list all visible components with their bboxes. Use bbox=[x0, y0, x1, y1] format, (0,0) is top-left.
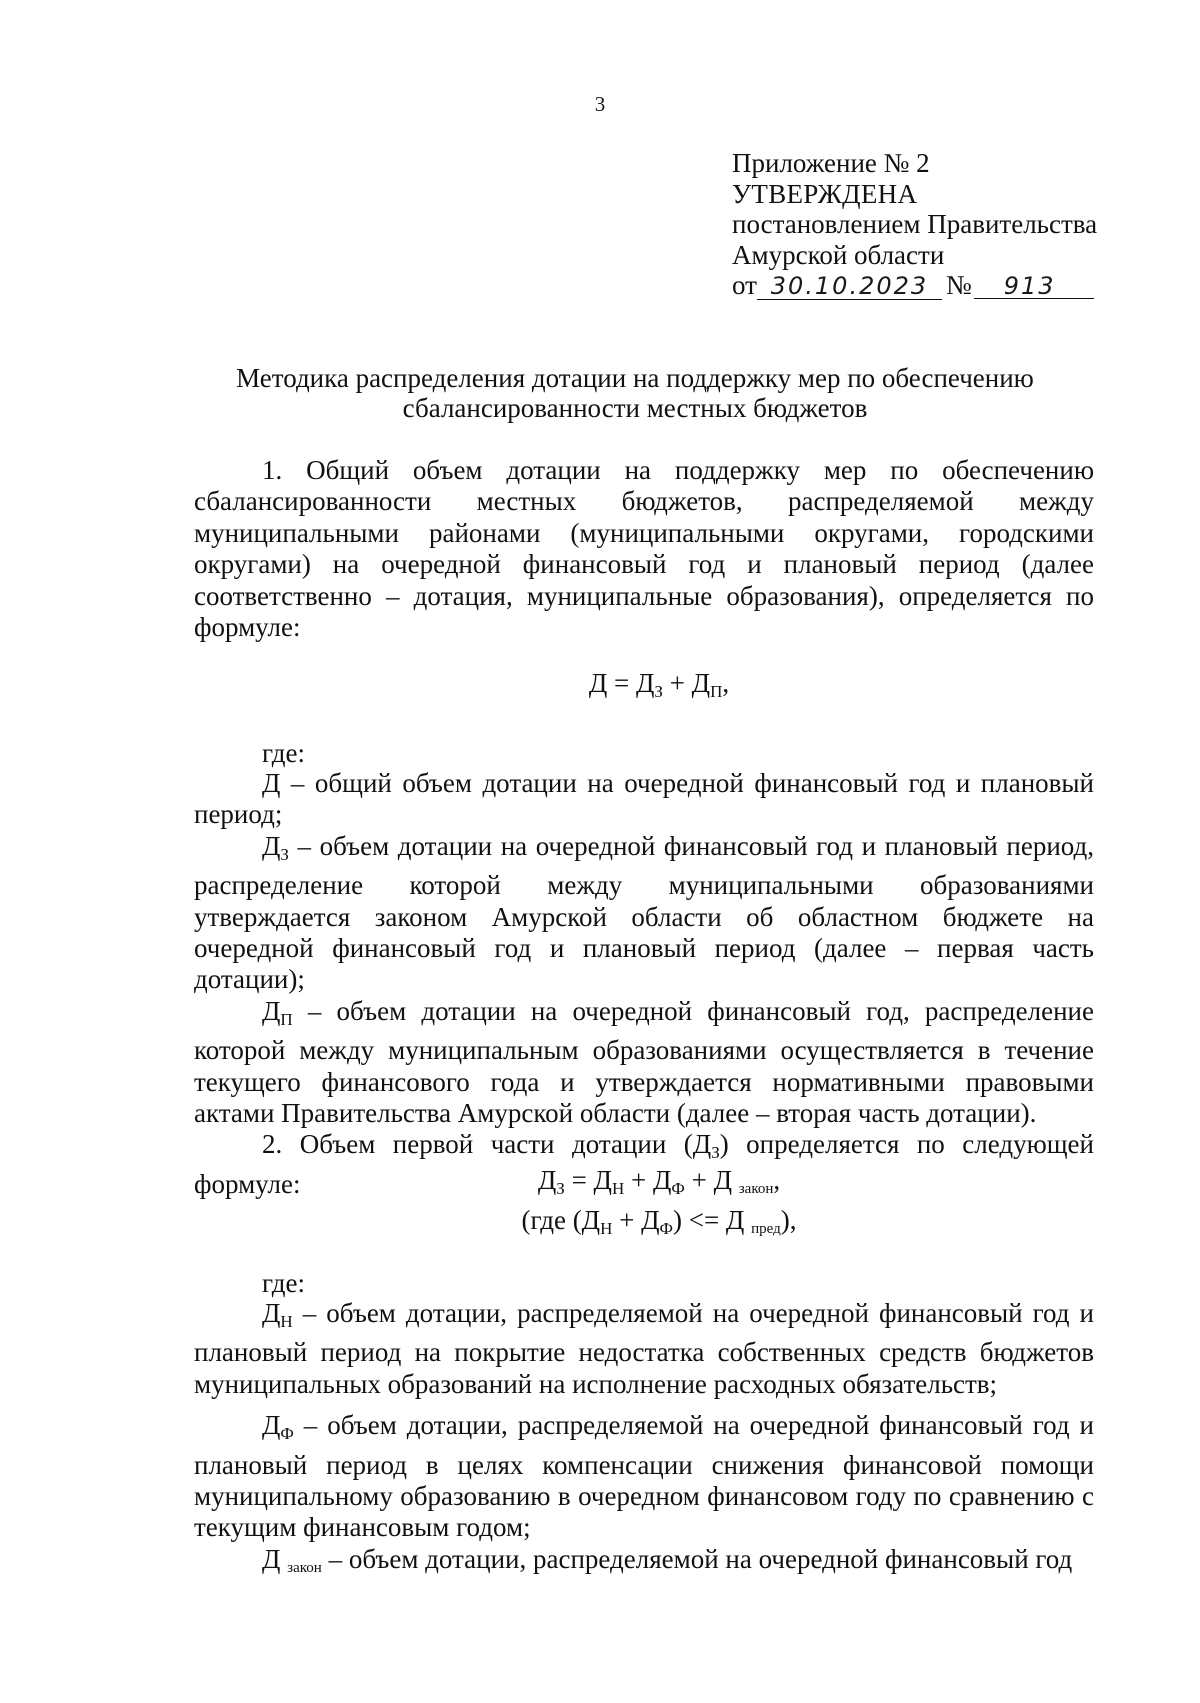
paragraph-1: 1. Общий объем дотации на поддержку мер по обеспечению сбалансированности местных бюджетов, распределяемой между муниципальными районами (муниципальными округами, городскими округами) на очередной финансовый год и плановый период (далее соответственно – дотация, муниципальные образования), определяется по формуле: bbox=[194, 455, 1094, 643]
date-prefix: от bbox=[732, 270, 757, 300]
where-label-2: где: bbox=[262, 1268, 305, 1298]
appendix-label: Приложение № 2 bbox=[732, 148, 930, 178]
formula-2-line-2: (где $(Д_Н + Д_Ф) <= Д$ пред), bbox=[521, 1205, 797, 1238]
formula-2-line-1: $Д_З = Д_Н + Д_Ф + Д$ закон, bbox=[537, 1165, 781, 1198]
definitions-block-2 bbox=[194, 1298, 1094, 1584]
approved-label: УТВЕРЖДЕНА bbox=[732, 178, 918, 209]
region-label: Амурской области bbox=[732, 239, 945, 270]
definitions-block-1 bbox=[194, 768, 1094, 1200]
definition-dn: $Д_Н$ – объем дотации, распределяемой на очередной финансовый год и плановый период на покрытие недостатка собственных средств бюджетов муниципальных образований на исполнение расходных обязательств; bbox=[194, 1298, 1094, 1399]
definition-df: $Д_Ф$ – объем дотации, распределяемой на очередной финансовый год и плановый период в целях компенсации снижения финансовой помощи муниципальному образованию в очередном финансовом году по сравнению с текущим финансовым годом; bbox=[194, 1410, 1094, 1543]
document-title: Методика распределения дотации на поддержку мер по обеспечению сбалансированности местных бюджетов bbox=[236, 363, 1034, 423]
date-number-line bbox=[732, 270, 1097, 301]
definition-d: Д – общий объем дотации на очередной финансовый год и плановый период; bbox=[194, 768, 1094, 830]
approval-stamp-block bbox=[732, 148, 1097, 301]
where-label-1: где: bbox=[262, 738, 305, 768]
definition-dz: $Д_З$ – объем дотации на очередной финансовый год и плановый период, распределение которой между муниципальными образованиями утверждается законом Амурской области об областном бюджете на очередной финансовый год и плановый период (далее – первая часть дотации); bbox=[194, 830, 1094, 995]
handwritten-number: 913 bbox=[974, 271, 1094, 299]
formula-2 bbox=[0, 1165, 1200, 1245]
formula-1: $Д = Д_З + Д_П$, bbox=[588, 668, 730, 701]
resolution-label: постановлением Правительства bbox=[732, 209, 1098, 239]
handwritten-date: 30.10.2023 bbox=[757, 271, 942, 300]
definition-dp: $Д_П$ – объем дотации на очередной финансовый год, распределение которой между муниципальным образованиями осуществляется в течение текущего финансового года и утверждается нормативными правовыми актами Правительства Амурской области (далее – вторая часть дотации). bbox=[194, 995, 1094, 1129]
page-number: 3 bbox=[594, 92, 606, 116]
number-sign: № bbox=[945, 270, 972, 300]
paragraph-2: 2. Объем первой части дотации $(Д_З)$ определяется по следующей формуле: bbox=[194, 1129, 1094, 1199]
definition-dzakon: Д закон – объем дотации, распределяемой на очередной финансовый год bbox=[262, 1543, 1073, 1576]
